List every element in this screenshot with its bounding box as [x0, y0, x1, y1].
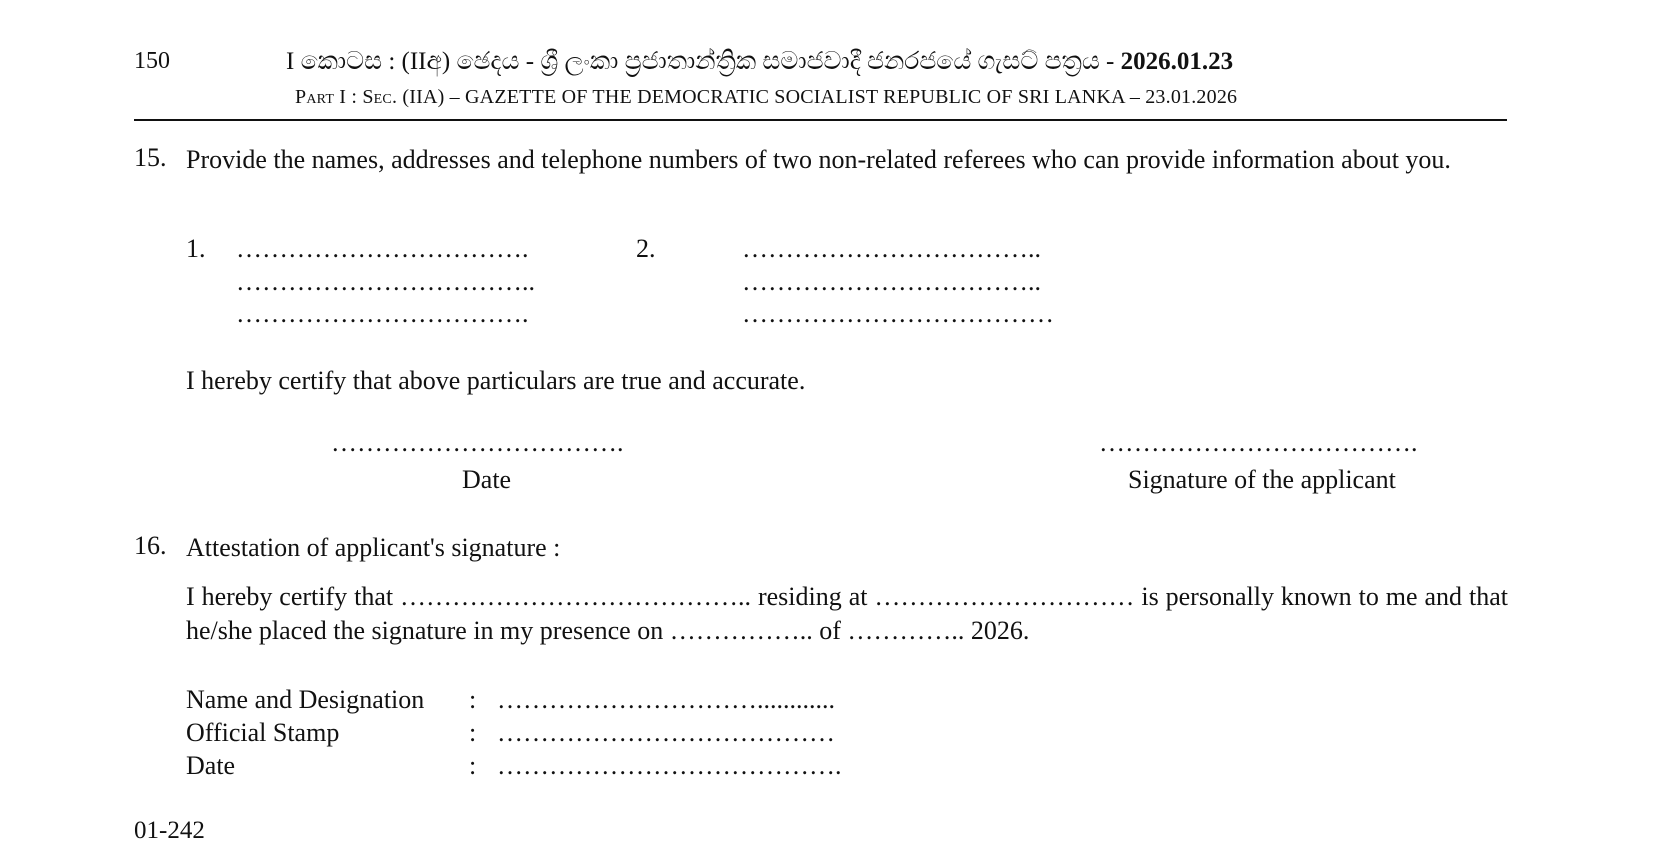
attestation-text: I hereby certify that ………………………………….. residing at ………………………… is personally known to me and that he/she placed the signature in my presence on …………….. of ………….. 2026.	[186, 582, 1508, 645]
header-part: Part	[295, 86, 335, 108]
signature-field[interactable]: ……………………………….	[1099, 428, 1418, 457]
referee-1-line-1[interactable]: …………………………….	[236, 234, 529, 263]
name-designation-label: Name and Designation	[186, 685, 425, 714]
date-label: Date	[462, 465, 512, 494]
header-part-num: I :	[339, 86, 358, 108]
name-designation-colon: :	[469, 685, 477, 714]
referee-1-line-2[interactable]: ……………………………..	[236, 267, 535, 296]
referee-2-line-2[interactable]: ……………………………..	[742, 267, 1041, 296]
official-stamp-field[interactable]: …………………………………	[497, 718, 835, 747]
q15-number: 15.	[134, 143, 167, 172]
q16-title: Attestation of applicant's signature :	[186, 533, 561, 562]
header-rule	[134, 119, 1507, 121]
q15-text: Provide the names, addresses and telephone numbers of two non-related referees who can provide information about you.	[186, 145, 1451, 174]
attest-date-colon: :	[469, 751, 477, 780]
referee-1-line-3[interactable]: …………………………….	[236, 299, 529, 328]
page-number: 150	[134, 48, 170, 74]
sinhala-title: I කොටස : (IIඅ) ඡෙදය - ශ්‍රී ලංකා ප්‍රජාතාන්ත්‍රික සමාජවාදී ජනරජයේ ගැසට් පත්‍රය -	[286, 48, 1115, 75]
attest-date-label: Date	[186, 751, 236, 780]
attest-date-field[interactable]: ………………………………….	[497, 751, 842, 780]
referee-2-line-3[interactable]: ………………………………	[742, 299, 1054, 328]
sinhala-header	[286, 48, 1233, 76]
q16-number: 16.	[134, 531, 167, 560]
referee-2-line-1[interactable]: ……………………………..	[742, 234, 1041, 263]
date-field[interactable]: …………………………….	[331, 428, 624, 457]
english-header	[295, 86, 1237, 109]
header-rest: (IIA) – GAZETTE OF THE DEMOCRATIC SOCIALIST REPUBLIC OF SRI LANKA – 23.01.2026	[402, 86, 1238, 108]
header-sec: Sec.	[362, 86, 398, 108]
referee-1-label: 1.	[186, 234, 206, 263]
document-code: 01-242	[134, 817, 205, 844]
official-stamp-label: Official Stamp	[186, 718, 340, 747]
sinhala-date: 2026.01.23	[1120, 48, 1234, 75]
name-designation-field[interactable]: …………………………............	[497, 685, 835, 714]
official-stamp-colon: :	[469, 718, 477, 747]
referee-2-label: 2.	[636, 234, 656, 263]
certify-statement: I hereby certify that above particulars are true and accurate.	[186, 366, 806, 395]
signature-label: Signature of the applicant	[1128, 465, 1396, 494]
